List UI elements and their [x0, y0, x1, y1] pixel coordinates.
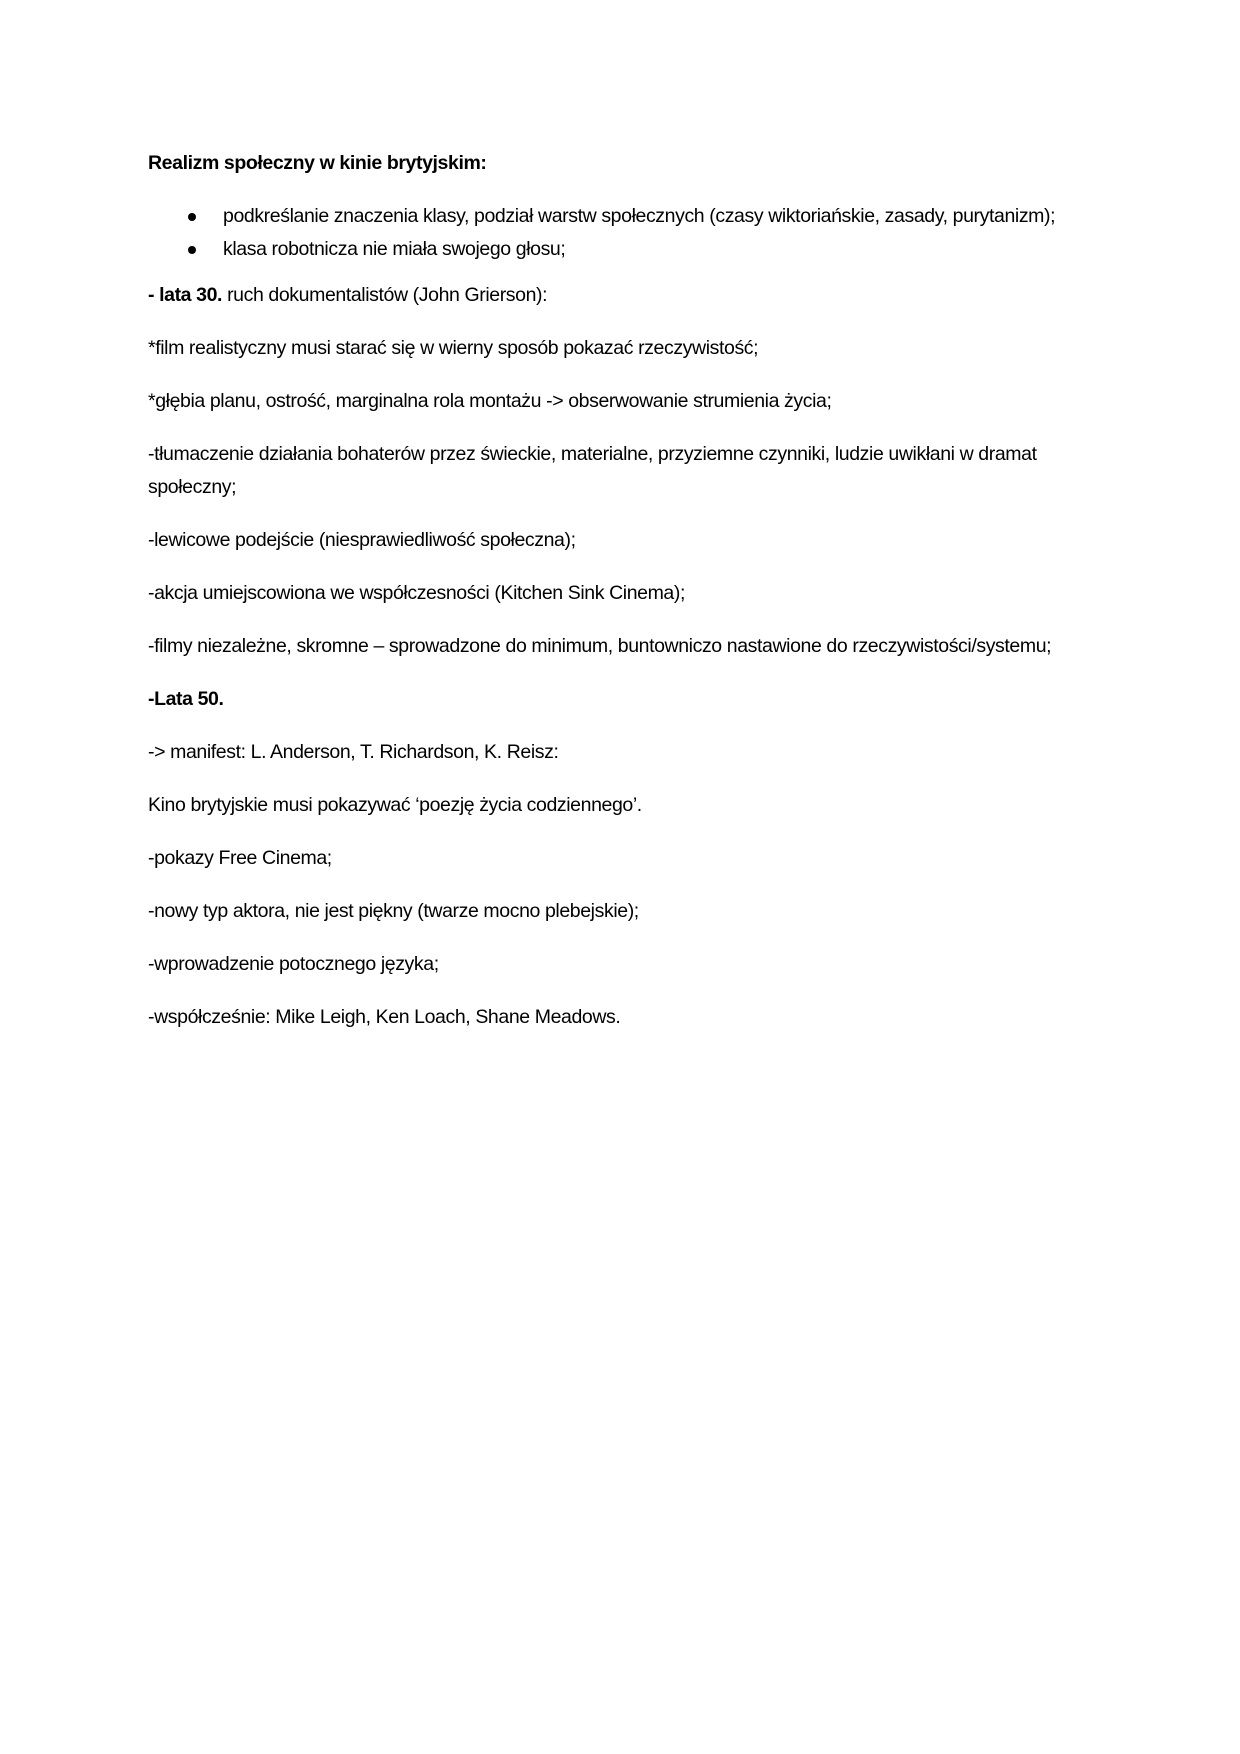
section-heading-50s: -Lata 50.	[148, 688, 224, 710]
paragraph: -współcześnie: Mike Leigh, Ken Loach, Shane Meadows.	[148, 1006, 621, 1028]
paragraph: -> manifest: L. Anderson, T. Richardson, K. Reisz:	[148, 741, 559, 763]
section-30s-rest: ruch dokumentalistów (John Grierson):	[222, 284, 548, 306]
paragraph: -wprowadzenie potocznego języka;	[148, 953, 439, 975]
document-title: Realizm społeczny w kinie brytyjskim:	[148, 152, 487, 174]
paragraph: -akcja umiejscowiona we współczesności (Kitchen Sink Cinema);	[148, 582, 685, 604]
paragraph: *film realistyczny musi starać się w wierny sposób pokazać rzeczywistość;	[148, 337, 759, 359]
bullet-text: klasa robotnicza nie miała swojego głosu;	[223, 238, 566, 260]
paragraph: -filmy niezależne, skromne – sprowadzone do minimum, buntowniczo nastawione do rzeczywistości/systemu;	[148, 635, 1052, 657]
bullet-dot-icon	[188, 213, 196, 221]
paragraph: *głębia planu, ostrość, marginalna rola montażu -> obserwowanie strumienia życia;	[148, 390, 832, 412]
document-body	[148, 147, 1098, 1054]
paragraph: -pokazy Free Cinema;	[148, 847, 332, 869]
bullet-item	[148, 200, 1098, 233]
paragraph: Kino brytyjskie musi pokazywać ‘poezję życia codziennego’.	[148, 794, 642, 816]
bullet-text: podkreślanie znaczenia klasy, podział warstw społecznych (czasy wiktoriańskie, zasady, purytanizm);	[223, 205, 1056, 227]
section-30s-bold: - lata 30.	[148, 284, 223, 306]
paragraph: -nowy typ aktora, nie jest piękny (twarze mocno plebejskie);	[148, 900, 639, 922]
paragraph: -lewicowe podejście (niesprawiedliwość społeczna);	[148, 529, 576, 551]
bullet-dot-icon	[188, 246, 196, 254]
bullet-item	[148, 233, 1098, 266]
paragraph: -tłumaczenie działania bohaterów przez świeckie, materialne, przyziemne czynniki, ludzie uwikłani w dramat społeczny;	[148, 443, 1037, 498]
section-heading-30s	[148, 279, 1098, 312]
bullet-list	[148, 200, 1098, 266]
